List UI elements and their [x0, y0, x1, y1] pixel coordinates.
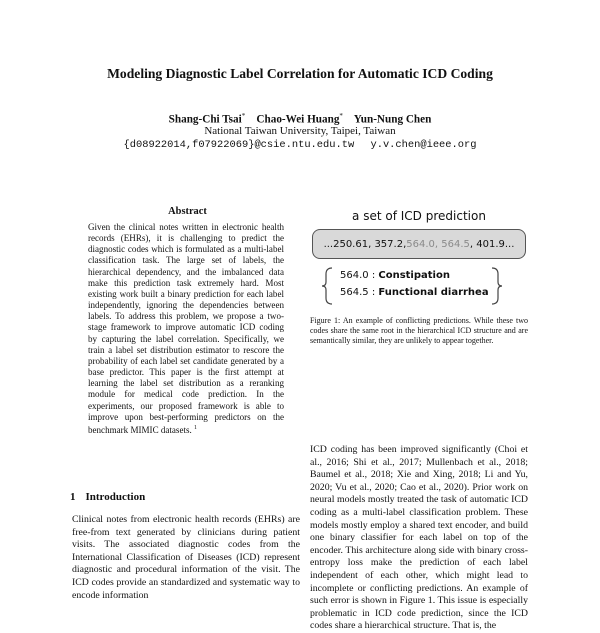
right-column-text: ICD coding has been improved significantly (Choi et al., 2016; Shi et al., 2017; Mullenbach et al., 2018; Baumel et al., 2018; Xie and Xing, 2018; Li and Yu, 2020; Vu et al., 2020; Cao et al., 2020). Prior work on neural models mostly treated the task of automatic ICD coding as a multi-label classification problem. These models mostly employ a shared text encoder, and build one binary classifier for each label on top of the encoder. This architecture along side with binary cross-entropy loss make the prediction of each label independent of each other, which might lead to incomplete or conflicting predictions. An example of such error is shown in Figure 1. This issue is especially problematic in ICD code prediction, since the ICD codes share a hierarchical structure. That is, the	[310, 444, 528, 632]
abstract-body	[88, 222, 284, 436]
abstract-text: Given the clinical notes written in electronic health records (EHRs), it is challenging to predict the diagnostic codes which is formulated as a multi-label classification task. The large set of labels, the hierarchical dependency, and the imbalanced data make this prediction task extremely hard. Most existing work built a binary prediction for each label independently, ignoring the dependencies between labels. To address this problem, we propose a two-stage framework to improve automatic ICD coding by capturing the label correlation. Specifically, we train a label set distribution estimator to rescore the probability of each label set candidate generated by a base predictor. This paper is the first attempt at learning the label set distribution as a reranking module for medical code prediction. In the experiments, our proposed framework is able to improve upon best-performing predictors on the benchmark MIMIC datasets.	[88, 222, 284, 435]
author-name: Yun-Nung Chen	[353, 113, 432, 126]
code-definitions	[322, 266, 502, 306]
code-definition-item	[340, 287, 489, 298]
code-number: 564.0	[340, 270, 369, 281]
author-name: Chao-Wei Huang	[256, 113, 340, 126]
codes-suffix: , 401.9...	[469, 238, 515, 250]
figure-caption: Figure 1: An example of conflicting predictions. While these two codes share the same root in the hierarchical ICD structure and are semantically similar, they are unlikely to appear together.	[310, 316, 528, 345]
introduction-text: Clinical notes from electronic health records (EHRs) are free-from text generated by clinicians during patient visits. The associated diagnostic codes from the International Classification of Diseases (ICD) represent diagnostic and procedural information of the visit. The ICD codes provide an standardized and systematic way to encode information	[72, 514, 300, 601]
email-address: {d08922014,f07922069}@csie.ntu.edu.tw	[123, 139, 355, 151]
paper-title: Modeling Diagnostic Label Correlation for Automatic ICD Coding	[107, 66, 493, 81]
footnote-mark: 1	[194, 424, 198, 431]
codes-prefix: ...250.61, 357.2,	[323, 238, 407, 250]
code-separator: :	[368, 270, 379, 281]
code-label: Constipation	[378, 270, 450, 281]
email-address: y.v.chen@ieee.org	[370, 139, 477, 151]
codes-highlight: 564.0, 564.5	[406, 238, 470, 250]
figure-title: a set of ICD prediction	[352, 209, 486, 223]
author-mark: *	[241, 112, 246, 120]
section-heading	[70, 491, 145, 503]
affiliation: National Taiwan University, Taipei, Taiwan	[204, 125, 396, 137]
code-definition-item	[340, 270, 450, 281]
code-label: Functional diarrhea	[378, 287, 489, 298]
author-name: Shang-Chi Tsai	[168, 113, 242, 126]
author-mark: *	[339, 112, 343, 120]
code-separator: :	[368, 287, 379, 298]
section-title: Introduction	[85, 491, 146, 503]
author-emails	[0, 139, 600, 151]
prediction-box	[312, 229, 526, 259]
author-list	[0, 112, 600, 126]
section-number: 1	[70, 491, 76, 503]
abstract-heading: Abstract	[168, 206, 207, 217]
code-number: 564.5	[340, 287, 369, 298]
